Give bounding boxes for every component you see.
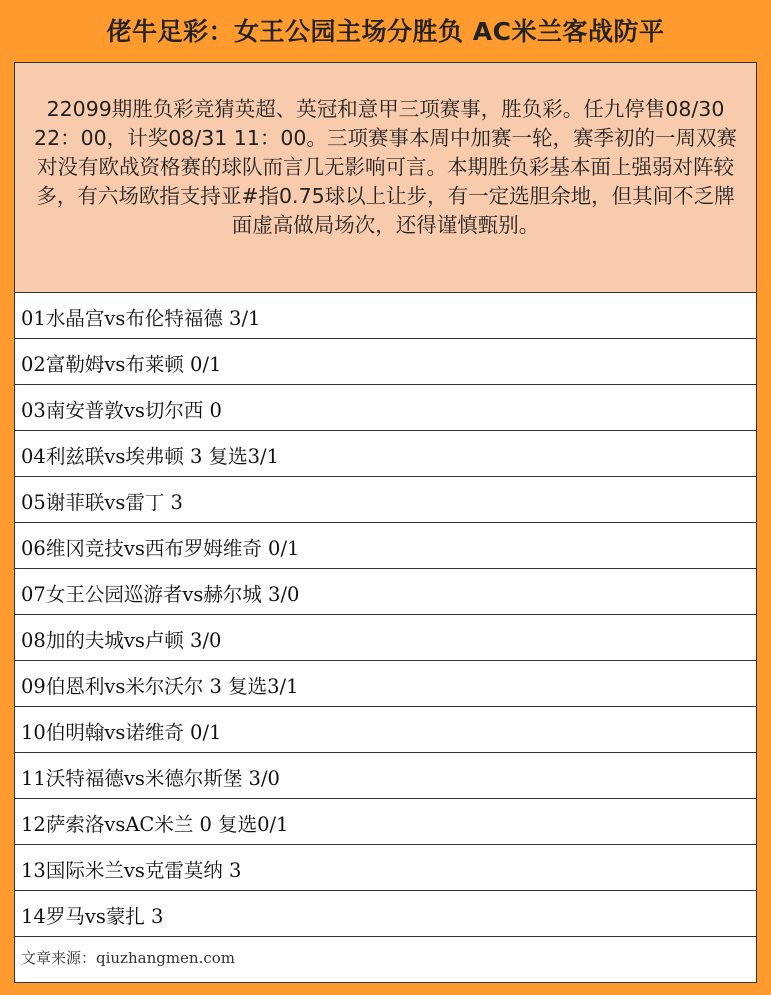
match-row: 13国际米兰vs克雷莫纳 3 xyxy=(15,845,756,891)
match-row: 03南安普敦vs切尔西 0 xyxy=(15,385,756,431)
source-credit: 文章来源：qiuzhangmen.com xyxy=(21,949,236,967)
match-row: 14罗马vs蒙扎 3 xyxy=(15,891,756,937)
page-title: 佬牛足彩：女王公园主场分胜负 AC米兰客战防平 xyxy=(106,17,665,46)
match-row: 01水晶宫vs布伦特福德 3/1 xyxy=(15,293,756,339)
match-row: 09伯恩利vs米尔沃尔 3 复选3/1 xyxy=(15,661,756,707)
match-row: 08加的夫城vs卢顿 3/0 xyxy=(15,615,756,661)
match-row: 10伯明翰vs诺维奇 0/1 xyxy=(15,707,756,753)
content-card xyxy=(14,62,757,983)
match-row: 12萨索洛vsAC米兰 0 复选0/1 xyxy=(15,799,756,845)
match-row: 07女王公园巡游者vs赫尔城 3/0 xyxy=(15,569,756,615)
match-row: 04利兹联vs埃弗顿 3 复选3/1 xyxy=(15,431,756,477)
match-row: 06维冈竞技vs西布罗姆维奇 0/1 xyxy=(15,523,756,569)
match-row: 05谢菲联vs雷丁 3 xyxy=(15,477,756,523)
match-row: 11沃特福德vs米德尔斯堡 3/0 xyxy=(15,753,756,799)
match-row: 02富勒姆vs布莱顿 0/1 xyxy=(15,339,756,385)
intro-paragraph: 22099期胜负彩竞猜英超、英冠和意甲三项赛事，胜负彩。任九停售08/30 22：00，计奖08/31 11：00。三项赛事本周中加赛一轮，赛季初的一周双赛对没有欧战资格赛的球队而言几无影响可言。本期胜负彩基本面上强弱对阵较多，有六场欧指支持亚#指0.75球以上让步，有一定选胆余地，但其间不乏牌面虚高做局场次，还得谨慎甄别。 xyxy=(15,63,756,293)
